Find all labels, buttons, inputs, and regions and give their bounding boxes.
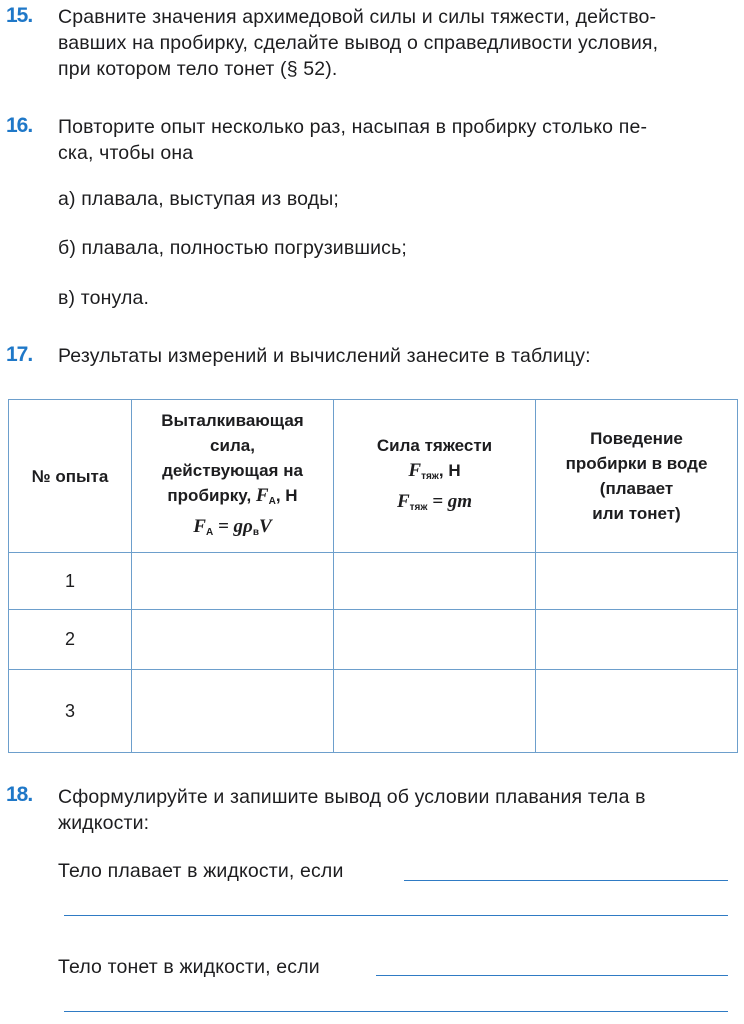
task-number: 17. — [6, 343, 33, 366]
task-text: Повторите опыт несколько раз, насыпая в пробирку столько пе- ска, чтобы она — [58, 116, 648, 164]
answer-line[interactable] — [404, 880, 728, 881]
row-number: 1 — [9, 553, 132, 610]
floats-prompt: Тело плавает в жидкости, если — [58, 860, 344, 882]
row-number: 2 — [9, 610, 132, 670]
answer-cell[interactable] — [334, 553, 536, 610]
answer-line[interactable] — [376, 975, 728, 976]
answer-cell[interactable] — [132, 670, 334, 753]
answer-cell[interactable] — [536, 670, 738, 753]
task-number: 15. — [6, 4, 33, 27]
answer-cell[interactable] — [132, 610, 334, 670]
table-row — [9, 553, 738, 610]
answer-cell[interactable] — [536, 553, 738, 610]
header-buoyant-force: Выталкивающая сила, действующая на пробирку, $F_A$, Н $F_A = g\rho_вV$ — [132, 400, 334, 553]
buoyant-force-formula: $F_A = g\rho_вV$ — [193, 515, 272, 538]
table-row — [9, 670, 738, 753]
task-number: 16. — [6, 114, 33, 137]
answer-line[interactable] — [64, 915, 728, 916]
header-gravity-force: Сила тяжести $F_{тяж}$, Н $F_{тяж}$ = gm — [334, 400, 536, 553]
answer-cell[interactable] — [132, 553, 334, 610]
task-text: Результаты измерений и вычислений занесите в таблицу: — [58, 345, 591, 367]
header-trial-number: № опыта — [9, 400, 132, 553]
gravity-force-formula: $F_{тяж}$ = gm — [396, 490, 473, 513]
table-row — [9, 610, 738, 670]
option-b: б) плавала, полностью погрузившись; — [58, 237, 407, 259]
answer-line[interactable] — [64, 1011, 728, 1012]
option-c: в) тонула. — [58, 287, 150, 309]
table-header-row — [9, 400, 738, 553]
results-table — [8, 399, 738, 753]
task-number: 18. — [6, 783, 33, 806]
header-tube-behavior: Поведение пробирки в воде (плавает или тонет) — [536, 400, 738, 553]
answer-cell[interactable] — [536, 610, 738, 670]
row-number: 3 — [9, 670, 132, 753]
sinks-prompt: Тело тонет в жидкости, если — [58, 956, 320, 978]
option-a: а) плавала, выступая из воды; — [58, 188, 339, 210]
answer-cell[interactable] — [334, 670, 536, 753]
task-text: Сформулируйте и запишите вывод об условии плавания тела в жидкости: — [58, 786, 646, 834]
answer-cell[interactable] — [334, 610, 536, 670]
task-text: Сравните значения архимедовой силы и силы тяжести, действо- вавших на пробирку, сделайте вывод о справедливости условия, при котором тело тонет (§ 52). — [58, 6, 659, 80]
